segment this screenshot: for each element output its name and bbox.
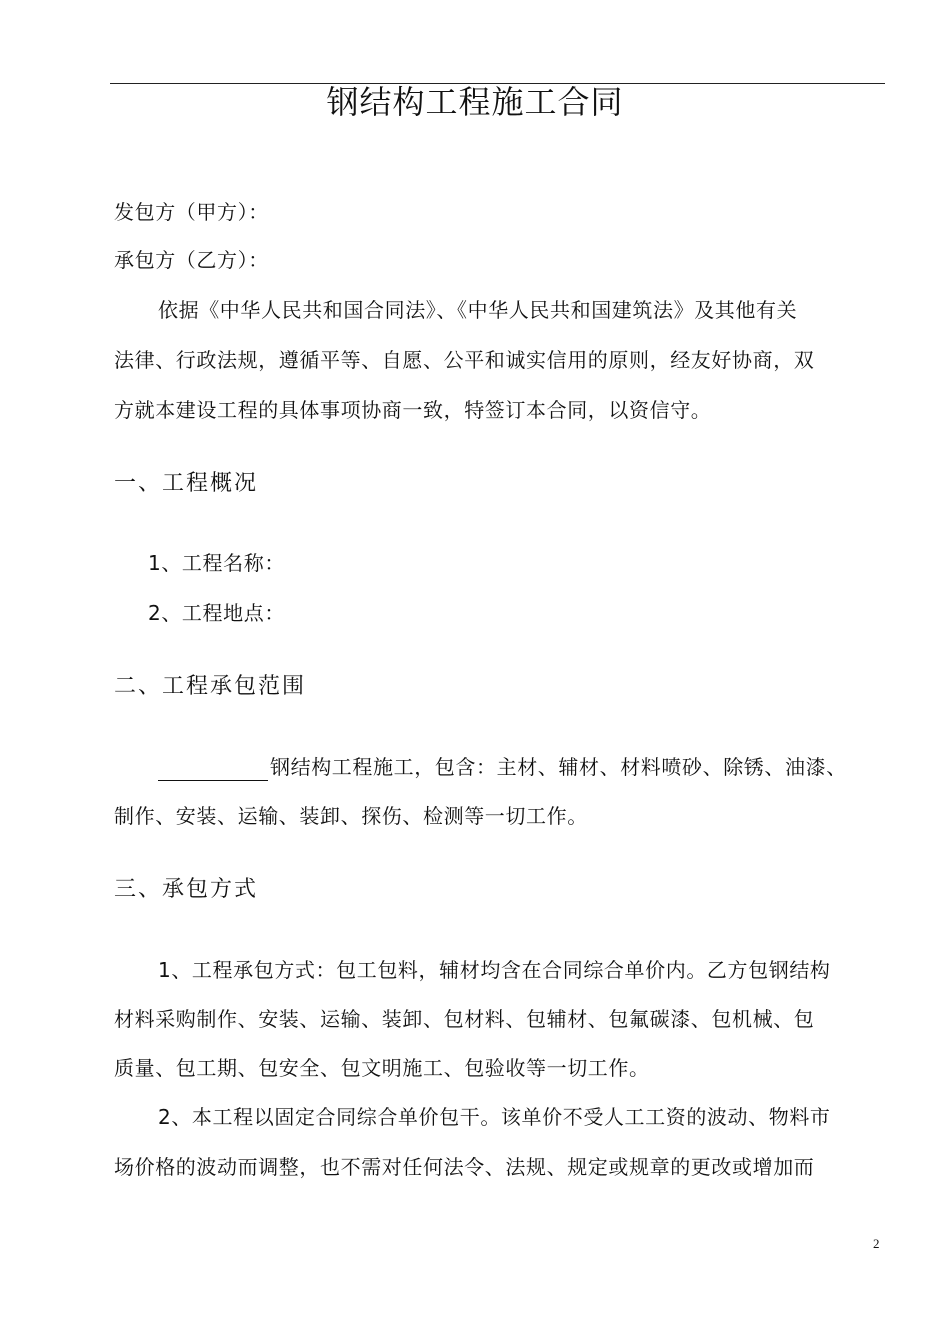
section-2-heading: 二、工程承包范围: [114, 674, 307, 699]
contract-method-line-3: 质量、包工期、包安全、包文明施工、包验收等一切工作。: [114, 1056, 650, 1080]
preamble-line-3: 方就本建设工程的具体事项协商一致，特签订本合同，以资信守。: [114, 398, 712, 422]
project-location-label: 2、工程地点：: [148, 601, 285, 625]
blank-underline: [158, 758, 268, 781]
preamble-line-1: 依据《中华人民共和国合同法》、《中华人民共和国建筑法》及其他有关: [158, 298, 798, 322]
scope-line-1: [158, 753, 847, 781]
contract-method-line-1: 1、工程承包方式：包工包料，辅材均含在合同综合单价内。乙方包钢结构: [158, 958, 831, 982]
document-title: 钢结构工程施工合同: [326, 83, 624, 121]
party-a-label: 发包方（甲方）：: [114, 200, 269, 224]
fixed-price-line-1: 2、本工程以固定合同综合单价包干。该单价不受人工工资的波动、物料市: [158, 1105, 831, 1129]
scope-line-2: 制作、安装、运输、装卸、探伤、检测等一切工作。: [114, 804, 588, 828]
preamble-line-2: 法律、行政法规，遵循平等、自愿、公平和诚实信用的原则，经友好协商，双: [114, 348, 815, 372]
section-3-heading: 三、承包方式: [114, 877, 259, 902]
project-name-label: 1、工程名称：: [148, 551, 285, 575]
fixed-price-line-2: 场价格的波动而调整，也不需对任何法令、法规、规定或规章的更改或增加而: [114, 1155, 815, 1179]
page-number: 2: [873, 1236, 880, 1251]
scope-line-1-text: 钢结构工程施工，包含：主材、辅材、材料喷砂、除锈、油漆、: [270, 755, 847, 779]
contract-method-line-2: 材料采购制作、安装、运输、装卸、包材料、包辅材、包氟碳漆、包机械、包: [114, 1007, 815, 1031]
section-1-heading: 一、工程概况: [114, 471, 259, 496]
party-b-label: 承包方（乙方）：: [114, 248, 269, 272]
